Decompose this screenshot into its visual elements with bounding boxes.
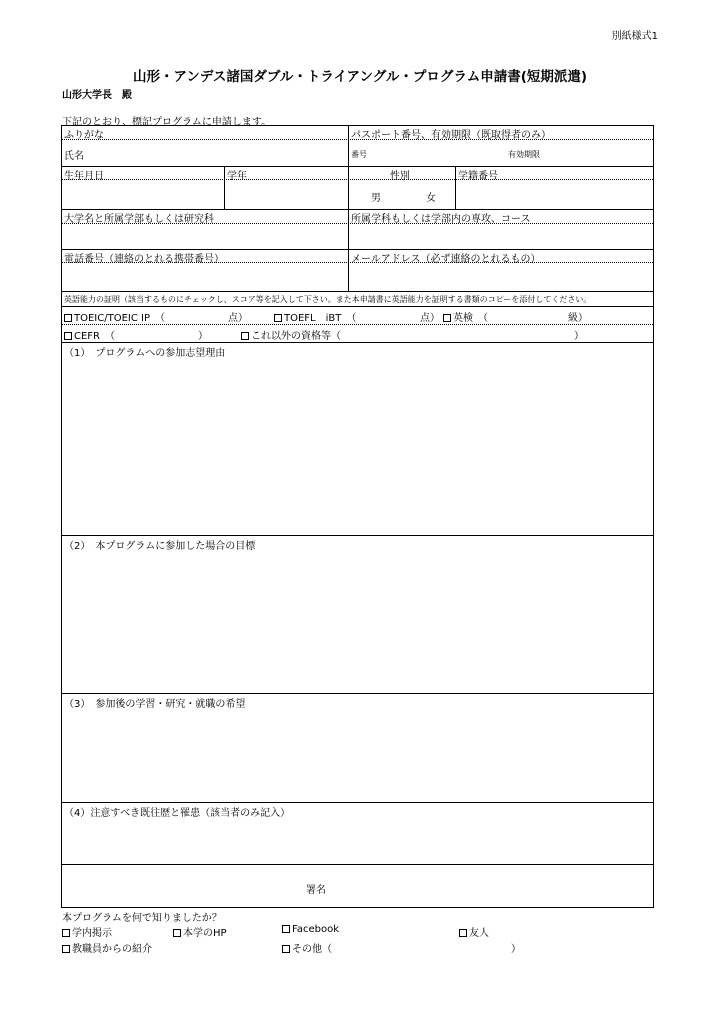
q3-label: （3） 参加後の学習・研究・就職の希望 <box>64 699 246 710</box>
university-hp-checkbox[interactable] <box>173 929 181 937</box>
toeic-unit: 点） <box>228 313 248 324</box>
cefr-option[interactable]: CEFR （ <box>64 327 115 342</box>
toefl-unit: 点） <box>420 313 440 324</box>
student-id-label: 学籍番号 <box>458 171 498 182</box>
eiken-unit: 級） <box>568 313 588 324</box>
passport-number-label: 番号 <box>351 150 367 159</box>
page-title: 山形・アンデス諸国ダブル・トライアングル・プログラム申請書(短期派遣) <box>132 69 588 85</box>
department-label: 所属学科もしくは学部内の専攻、コース <box>351 214 531 225</box>
intro-text: 下記のとおり、標記プログラムに申請します。 <box>62 117 272 128</box>
row-divider <box>62 324 653 325</box>
row-divider <box>62 535 653 536</box>
q1-label: （1） プログラムへの参加志望理由 <box>64 348 226 359</box>
row-divider <box>62 166 653 167</box>
row-divider <box>62 306 653 307</box>
name-label: 氏名 <box>64 151 84 162</box>
facebook-checkbox[interactable] <box>282 925 290 933</box>
gender-label: 性別 <box>390 171 410 182</box>
row-divider <box>62 342 653 343</box>
application-form-table <box>61 125 654 908</box>
column-divider <box>348 126 349 291</box>
staff-checkbox[interactable] <box>62 945 70 953</box>
friend-checkbox[interactable] <box>459 929 467 937</box>
source-question: 本プログラムを何で知りましたか？ <box>62 913 222 924</box>
birthdate-label: 生年月日 <box>64 171 104 182</box>
gender-male-option[interactable]: 男 <box>371 193 381 204</box>
q2-label: （2） 本プログラムに参加した場合の目標 <box>64 541 256 552</box>
toefl-option[interactable]: TOEFL iBT （ <box>274 309 356 324</box>
eiken-checkbox[interactable] <box>443 314 451 322</box>
other-checkbox[interactable] <box>282 945 290 953</box>
row-divider <box>62 179 653 180</box>
passport-label: パスポート番号、有効期限（既取得者のみ） <box>351 130 551 141</box>
other-qualification-close: ） <box>574 331 584 342</box>
other-qualification-option[interactable]: これ以外の資格等（ <box>241 327 341 342</box>
column-divider <box>455 166 456 209</box>
addressee: 山形大学長 殿 <box>62 90 132 101</box>
signature-label: 署名 <box>306 885 326 896</box>
campus-board-checkbox[interactable] <box>62 929 70 937</box>
eiken-option[interactable]: 英検 （ <box>443 309 488 324</box>
passport-expiry-label: 有効期限 <box>508 150 540 159</box>
row-divider <box>62 693 653 694</box>
cefr-close: ） <box>198 331 208 342</box>
email-label: メールアドレス（必ず連絡のとれるもの） <box>351 254 541 265</box>
toeic-option[interactable]: TOEIC/TOEIC IP （ <box>64 309 165 324</box>
cefr-checkbox[interactable] <box>64 332 72 340</box>
row-divider <box>62 864 653 865</box>
grade-label: 学年 <box>227 171 247 182</box>
source-option-staff[interactable]: 教職員からの紹介 <box>62 940 152 955</box>
q4-label: （4）注意すべき既往歴と罹患（該当者のみ記入） <box>64 808 291 819</box>
source-option-other[interactable]: その他（ <box>282 940 332 955</box>
toeic-checkbox[interactable] <box>64 314 72 322</box>
source-option-university-hp[interactable]: 本学のHP <box>173 924 227 939</box>
english-note: 英語能力の証明（該当するものにチェックし、スコア等を記入して下さい。また本申請書に英語能力を証明する書類のコピーを添付してください。 <box>64 295 592 304</box>
form-number: 別紙様式1 <box>611 31 658 42</box>
row-divider <box>62 802 653 803</box>
furigana-label: ふりがな <box>64 130 104 141</box>
column-divider <box>224 166 225 209</box>
source-other-close: ） <box>511 944 521 955</box>
source-option-facebook[interactable]: Facebook <box>282 924 339 935</box>
row-divider <box>62 291 653 292</box>
gender-female-option[interactable]: 女 <box>426 193 436 204</box>
toefl-checkbox[interactable] <box>274 314 282 322</box>
university-label: 大学名と所属学部もしくは研究科 <box>64 214 214 225</box>
source-option-campus-board[interactable]: 学内掲示 <box>62 924 112 939</box>
other-qualification-checkbox[interactable] <box>241 332 249 340</box>
phone-label: 電話番号（連絡のとれる携帯番号） <box>64 254 224 265</box>
source-option-friend[interactable]: 友人 <box>459 924 489 939</box>
